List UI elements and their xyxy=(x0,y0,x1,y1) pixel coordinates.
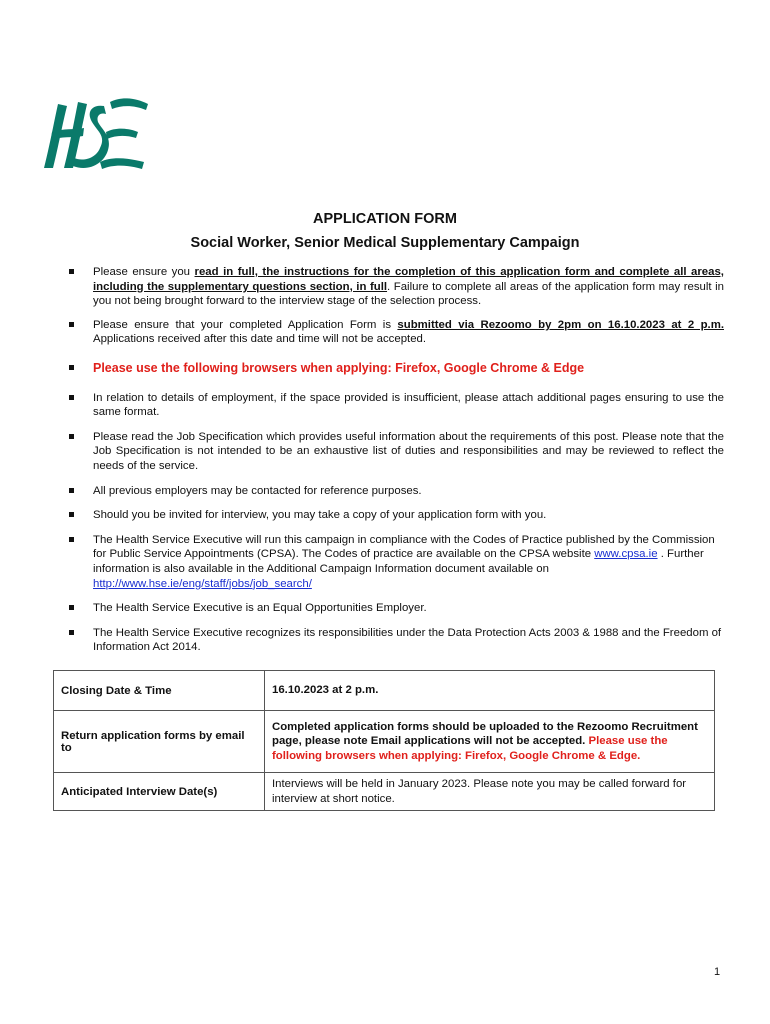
bullet-icon xyxy=(69,630,74,635)
instructions-list xyxy=(64,265,724,655)
hse-jobs-link[interactable]: http://www.hse.ie/eng/staff/jobs/job_search/ xyxy=(93,577,312,590)
browser-notice-table: Please use the following browsers when applying: Firefox, Google Chrome & Edge. xyxy=(272,735,668,762)
info-table xyxy=(53,670,715,811)
bullet-icon xyxy=(69,605,74,610)
cpsa-link[interactable]: www.cpsa.ie xyxy=(594,548,658,561)
list-item: The Health Service Executive is an Equal Opportunities Employer. xyxy=(64,601,724,616)
bullet-icon xyxy=(69,395,74,400)
bullet-icon xyxy=(69,322,74,327)
bullet-icon xyxy=(69,512,74,517)
list-item: Please ensure that your completed Application Form is submitted via Rezoomo by 2pm on 16.10.2023 at 2 p.m. Applications received after this date and time will not be accepted. xyxy=(64,318,724,347)
closing-date-value: 16.10.2023 at 2 p.m. xyxy=(265,671,715,711)
list-item: Please ensure you read in full, the instructions for the completion of this application form and complete all areas, including the supplementary questions section, in full. Failure to complete all areas of the application form may result in you not being brought forward to the interview stage of the selection process. xyxy=(64,265,724,309)
browser-notice: Please use the following browsers when applying: Firefox, Google Chrome & Edge xyxy=(93,360,585,375)
list-item: Should you be invited for interview, you may take a copy of your application form with you. xyxy=(64,508,724,523)
bullet-icon xyxy=(69,537,74,542)
table-row xyxy=(54,671,715,711)
list-item xyxy=(64,361,724,377)
return-forms-label: Return application forms by email to xyxy=(54,711,265,773)
table-row xyxy=(54,773,715,811)
return-forms-value: Completed application forms should be uploaded to the Rezoomo Recruitment page, please note Email applications will not be accepted. Please use the following browsers when applying: Firefox, Google Chrome & Edge. xyxy=(265,711,715,773)
form-title: APPLICATION FORM xyxy=(313,211,457,227)
form-subtitle: Social Worker, Senior Medical Supplementary Campaign xyxy=(190,235,580,251)
list-item: The Health Service Executive will run this campaign in compliance with the Codes of Practice published by the Commission for Public Service Appointments (CPSA). The Codes of practice are available on the CPSA website www.cpsa.ie . Further information is also available in the Additional Campaign Information document available on http://www.hse.ie/eng/staff/jobs/job_search/ xyxy=(64,533,724,591)
list-item: The Health Service Executive recognizes its responsibilities under the Data Protection Acts 2003 & 1988 and the Freedom of Information Act 2014. xyxy=(64,626,724,655)
bullet-icon xyxy=(69,365,74,370)
page-number: 1 xyxy=(714,966,721,978)
interview-dates-label: Anticipated Interview Date(s) xyxy=(54,773,265,811)
bullet-icon xyxy=(69,269,74,274)
list-item: In relation to details of employment, if the space provided is insufficient, please attach additional pages ensuring to use the same format. xyxy=(64,391,724,420)
table-row xyxy=(54,711,715,773)
list-item: Please read the Job Specification which provides useful information about the requirements of this post. Please note that the Job Specification is not intended to be an exhaustive list of duties and responsibilities and may be reviewed to reflect the needs of the service. xyxy=(64,430,724,474)
bullet-icon xyxy=(69,488,74,493)
closing-date-label: Closing Date & Time xyxy=(54,671,265,711)
hse-logo xyxy=(40,92,150,174)
list-item: All previous employers may be contacted for reference purposes. xyxy=(64,484,724,499)
interview-dates-value: Interviews will be held in January 2023. Please note you may be called forward for interview at short notice. xyxy=(265,773,715,811)
bullet-icon xyxy=(69,434,74,439)
